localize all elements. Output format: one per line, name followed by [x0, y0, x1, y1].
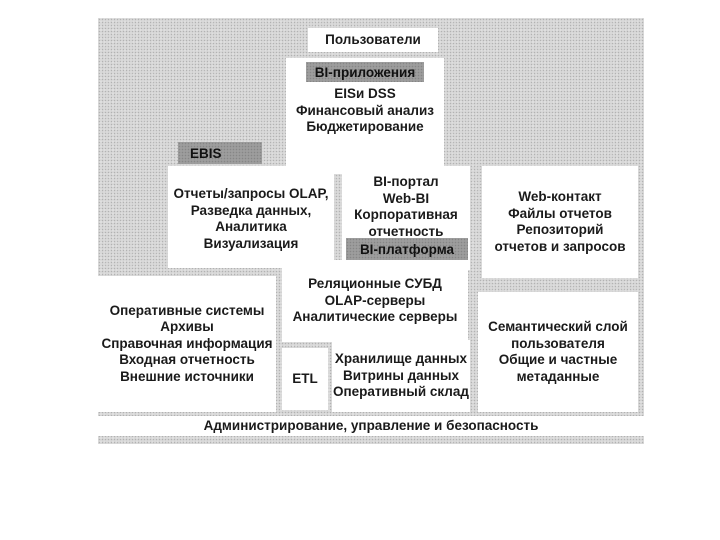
ebis-line-3: Аналитика [215, 219, 287, 234]
sources-line-4: Входная отчетность [119, 352, 255, 368]
servers-line-3: Аналитические серверы [292, 309, 458, 325]
bi-applications-label-text: BI-приложения [314, 64, 416, 80]
bi-platform-label [346, 238, 468, 260]
bi-portal-line-1: BI-портал [373, 174, 439, 189]
web-contact-line-1: Web-контакт [518, 189, 602, 204]
users-box [308, 28, 438, 52]
bi-platform-label-text: BI-платформа [359, 241, 455, 257]
web-contact-line-4: отчетов и запросов [494, 238, 626, 254]
administration-box [98, 416, 644, 436]
etl-box [282, 348, 328, 410]
bi-applications-label [306, 62, 424, 82]
ebis-line-1: Отчеты/запросы OLAP, [173, 186, 329, 201]
servers-line-1: Реляционные СУБД [308, 276, 442, 292]
semantic-line-2: пользователя [511, 335, 605, 351]
bi-apps-line-2: Финансовый анализ [295, 102, 435, 118]
storage-line-1: Хранилище данных [334, 351, 468, 367]
storage-box [332, 340, 470, 412]
administration-label: Администрирование, управление и безопасность [203, 417, 539, 433]
semantic-line-4: метаданные [516, 368, 600, 384]
web-contact-line-3: Репозиторий [516, 222, 604, 237]
ebis-box [168, 166, 334, 268]
bi-portal-line-4: отчетность [368, 223, 444, 239]
ebis-label-text: EBIS [190, 145, 222, 161]
sources-line-3: Справочная информация [101, 335, 273, 351]
web-contact-box [482, 166, 638, 278]
bi-architecture-diagram [98, 18, 644, 444]
sources-line-2: Архивы [160, 319, 214, 335]
semantic-line-3: Общие и частные [498, 352, 618, 367]
bi-portal-line-3: Корпоративная [354, 207, 458, 222]
storage-line-2: Витрины данных [342, 367, 460, 383]
bi-apps-line-1: EISи DSS [334, 86, 396, 101]
bi-portal-line-2: Web-BI [382, 190, 430, 206]
etl-label: ETL [292, 370, 318, 386]
sources-box [98, 276, 276, 412]
storage-line-3: Оперативный склад [333, 384, 469, 400]
bi-apps-line-3: Бюджетирование [306, 119, 424, 134]
sources-line-5: Внешние источники [120, 368, 254, 384]
users-label: Пользователи [325, 31, 421, 47]
web-contact-line-2: Файлы отчетов [508, 205, 612, 221]
sources-line-1: Оперативные системы [109, 302, 265, 318]
ebis-line-2: Разведка данных, [190, 202, 312, 218]
servers-box [282, 260, 468, 342]
semantic-layer-box [478, 292, 638, 412]
ebis-line-4: Визуализация [203, 235, 299, 251]
servers-line-2: OLAP-серверы [324, 292, 426, 308]
ebis-label [178, 142, 262, 164]
semantic-line-1: Семантический слой [488, 319, 628, 334]
